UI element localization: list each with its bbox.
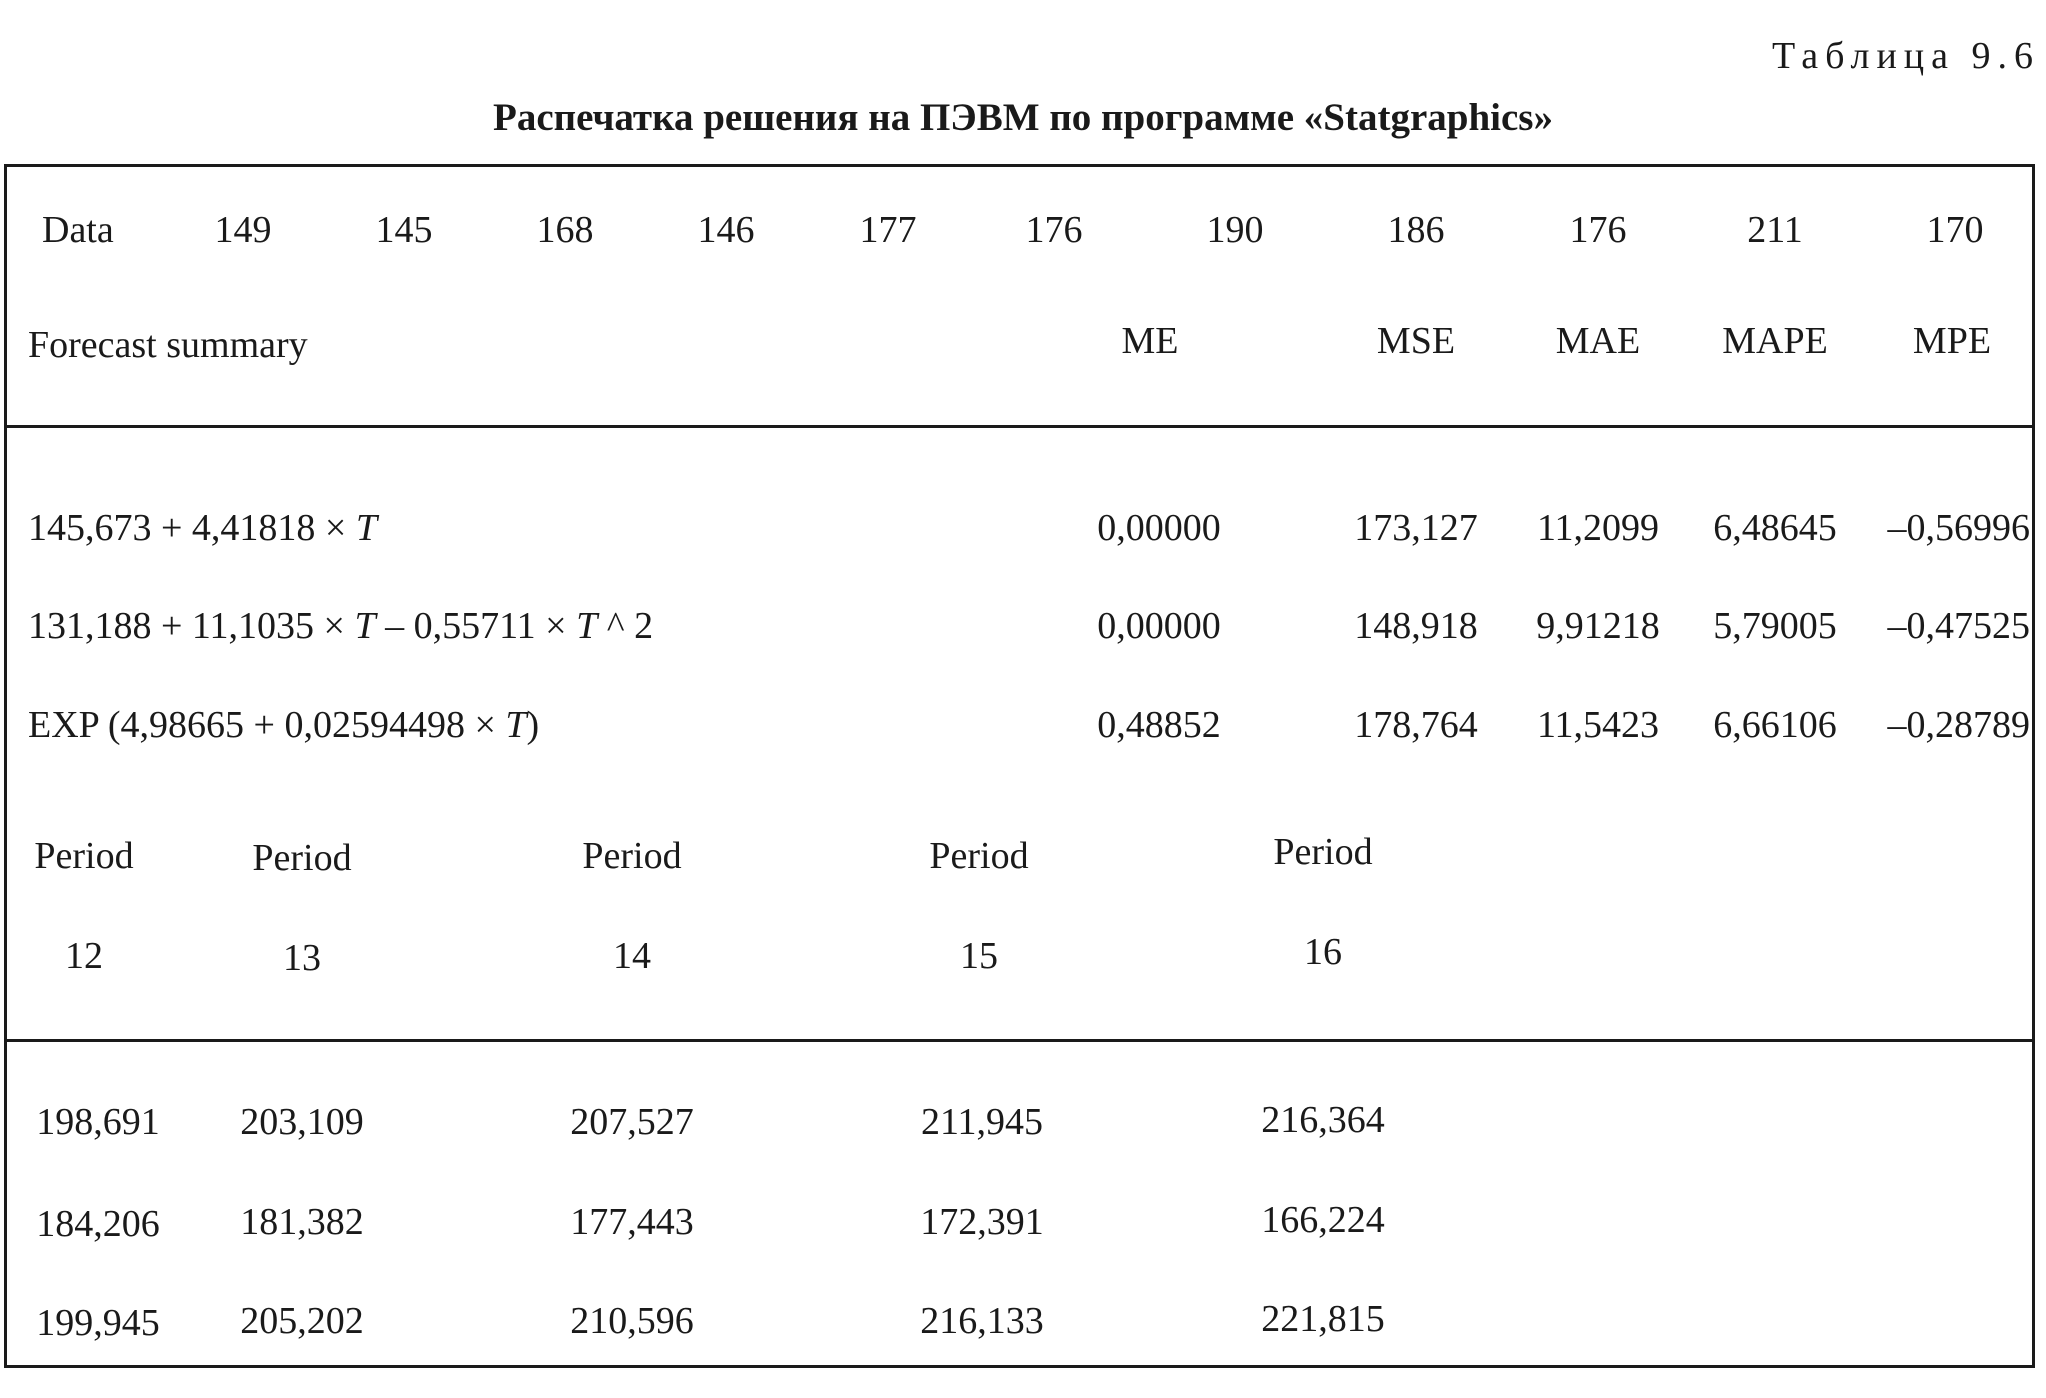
data-value: 177: [859, 209, 917, 251]
model-formula: EXP (4,98665 + 0,02594498 × T): [28, 704, 540, 746]
model-formula: 145,673 + 4,41818 × T: [28, 507, 378, 549]
metric-value-mape: 5,79005: [1713, 605, 1837, 647]
data-value: 145: [375, 209, 433, 251]
data-value: 211: [1747, 209, 1803, 251]
data-value: 149: [214, 209, 272, 251]
data-value: 186: [1387, 209, 1445, 251]
forecast-summary-label: Forecast summary: [28, 324, 308, 366]
forecast-value: 211,945: [920, 1101, 1044, 1143]
metric-value-me: 0,00000: [1097, 507, 1221, 549]
metric-value-mse: 173,127: [1354, 507, 1478, 549]
metric-value-mae: 9,91218: [1536, 605, 1660, 647]
data-value: 170: [1926, 209, 1984, 251]
metric-value-mae: 11,2099: [1536, 507, 1660, 549]
table-number: Таблица 9.6: [1771, 35, 2040, 77]
forecast-value: 205,202: [240, 1300, 364, 1342]
metric-value-mse: 148,918: [1354, 605, 1478, 647]
metric-header-mape: MAPE: [1722, 320, 1828, 362]
metric-header-mae: MAE: [1555, 320, 1641, 362]
forecast-value: 166,224: [1261, 1199, 1385, 1241]
forecast-value: 172,391: [920, 1201, 1044, 1243]
period-divider: [4, 1039, 2035, 1042]
metric-value-mse: 178,764: [1354, 704, 1478, 746]
forecast-value: 221,815: [1261, 1298, 1385, 1340]
header-divider: [4, 425, 2035, 428]
data-value: 176: [1569, 209, 1627, 251]
metric-value-me: 0,48852: [1097, 704, 1221, 746]
period-label: Period: [34, 835, 134, 877]
metric-value-me: 0,00000: [1097, 605, 1221, 647]
forecast-value: 210,596: [570, 1300, 694, 1342]
forecast-value: 198,691: [36, 1101, 160, 1143]
period-label: Period: [929, 835, 1029, 877]
model-formula: 131,188 + 11,1035 × T – 0,55711 × T ^ 2: [28, 605, 654, 647]
period-label: Period: [582, 835, 682, 877]
forecast-value: 216,364: [1261, 1099, 1385, 1141]
table-title: Распечатка решения на ПЭВМ по программе «Statgraphics»: [493, 96, 1553, 139]
metric-value-mpe: –0,47525: [1887, 605, 2030, 647]
data-value: 168: [536, 209, 594, 251]
metric-value-mape: 6,48645: [1713, 507, 1837, 549]
period-number: 13: [283, 937, 321, 979]
forecast-value: 177,443: [570, 1201, 694, 1243]
period-number: 16: [1304, 931, 1342, 973]
period-label: Period: [1273, 831, 1373, 873]
metric-header-mse: MSE: [1376, 320, 1456, 362]
forecast-value: 207,527: [570, 1101, 694, 1143]
forecast-value: 203,109: [240, 1101, 364, 1143]
metric-value-mae: 11,5423: [1536, 704, 1660, 746]
data-value: 190: [1206, 209, 1264, 251]
period-number: 12: [65, 935, 103, 977]
metric-value-mpe: –0,28789: [1887, 704, 2030, 746]
period-number: 15: [960, 935, 998, 977]
period-number: 14: [613, 935, 651, 977]
forecast-value: 181,382: [240, 1201, 364, 1243]
metric-header-me: ME: [1121, 320, 1179, 362]
forecast-value: 216,133: [920, 1300, 1044, 1342]
data-value: 146: [697, 209, 755, 251]
data-value: 176: [1025, 209, 1083, 251]
forecast-value: 199,945: [36, 1302, 160, 1344]
metric-header-mpe: MPE: [1912, 320, 1992, 362]
period-label: Period: [252, 837, 352, 879]
metric-value-mpe: –0,56996: [1887, 507, 2030, 549]
data-label: Data: [42, 209, 114, 251]
forecast-value: 184,206: [36, 1203, 160, 1245]
metric-value-mape: 6,66106: [1713, 704, 1837, 746]
